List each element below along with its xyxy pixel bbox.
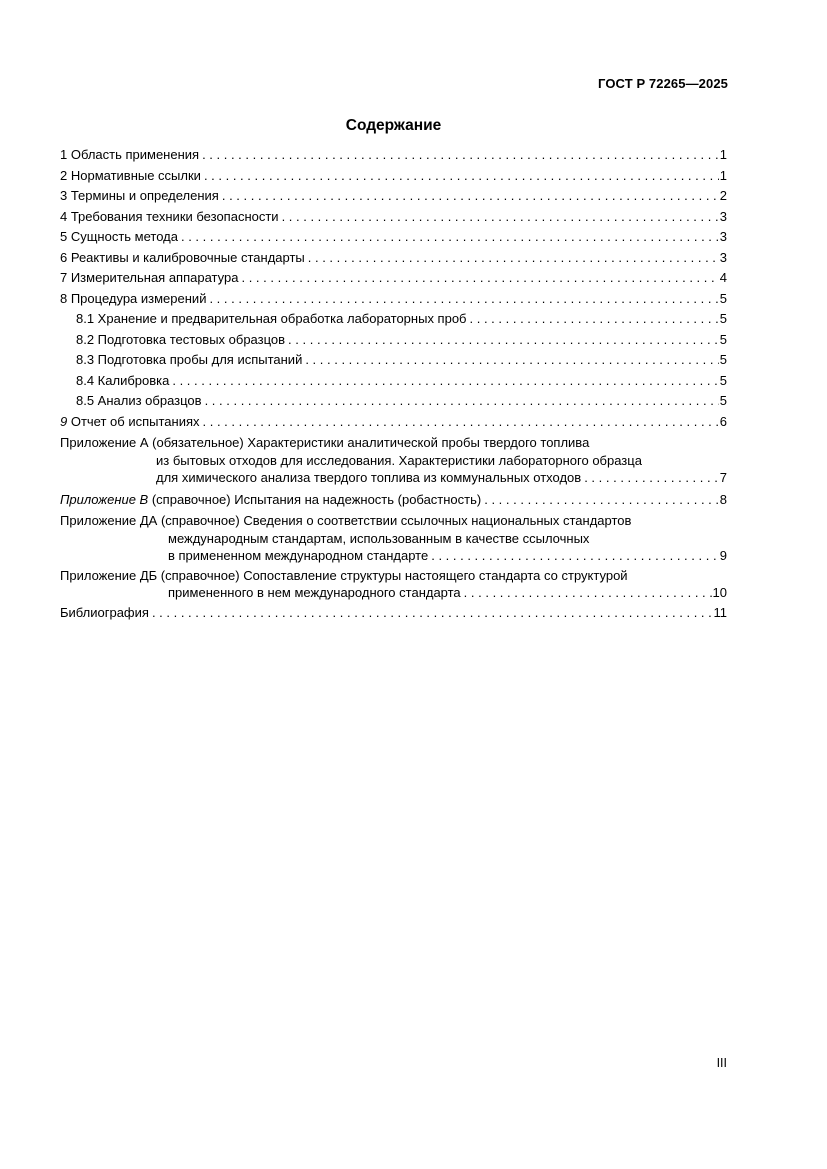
toc-entry[interactable] [60,207,727,228]
leader-dots [209,289,718,310]
leader-dots [205,391,719,412]
annex-a-line-2: из бытовых отходов для исследования. Характеристики лабораторного образца [156,452,642,468]
leader-dots [470,309,719,330]
leader-dots [202,145,719,166]
annex-db-line-2: примененного в нем международного стандарта [168,585,461,600]
toc-entry-text [60,412,200,433]
toc-entry-page: 5 [719,352,727,367]
toc-entry-text [60,490,481,511]
leader-dots [431,547,719,565]
table-of-contents [60,145,727,623]
toc-entry-page: 2 [719,188,727,203]
toc-annex-db[interactable] [60,567,727,602]
toc-entry-text: 1 Область применения [60,147,200,162]
toc-entry[interactable] [60,289,727,310]
annex-a-line-3: для химического анализа твердого топлива из коммунальных отходов [156,470,582,485]
toc-entry-page: 1 [719,167,727,183]
leader-dots [484,490,719,511]
leader-dots [308,248,719,269]
toc-entry-page: 5 [719,290,727,306]
toc-entry-text: 8.3 Подготовка пробы для испытаний [76,352,303,367]
toc-entry-page: 8 [719,491,727,507]
toc-entry-page: 6 [719,413,727,429]
leader-dots [172,371,718,392]
annex-da-line-1: Приложение ДА (справочное) Сведения о соответствии ссылочных национальных стандартов [60,513,632,528]
toc-entry[interactable] [60,145,727,166]
leader-dots [305,350,718,371]
toc-entry-text: 8 Процедура измерений [60,290,207,306]
toc-entry[interactable] [60,227,727,248]
toc-entry-page: 10 [712,585,727,600]
toc-entry-page: 7 [719,470,727,485]
page-number: III [716,1056,727,1070]
toc-entry[interactable] [60,412,727,433]
leader-dots [203,412,719,433]
toc-entry-page: 11 [713,604,727,620]
toc-entry-text: 4 Требования техники безопасности [60,208,279,224]
toc-entry-text: 8.4 Калибровка [76,372,170,388]
toc-entry-page: 3 [719,208,727,224]
leader-dots [288,330,719,351]
document-id: ГОСТ Р 72265—2025 [598,76,728,91]
toc-entry-page: 3 [719,249,727,265]
leader-dots [282,207,719,228]
leader-dots [464,584,712,602]
toc-entry-page: 9 [719,548,727,563]
toc-entry[interactable] [60,268,727,289]
toc-annex-b[interactable] [60,490,727,511]
toc-entry-page: 1 [719,147,727,162]
leader-dots [204,166,719,187]
leader-dots [584,469,719,487]
toc-entry[interactable] [60,166,727,187]
toc-subentry[interactable] [60,350,727,371]
toc-entry-text: Библиография [60,604,149,620]
leader-dots [241,268,718,289]
annex-da-line-2: международным стандартам, использованным в качестве ссылочных [168,530,590,546]
toc-entry-text: 3 Термины и определения [60,188,219,203]
toc-entry-text: 8.5 Анализ образцов [76,393,202,408]
toc-subentry[interactable] [60,330,727,351]
toc-entry-page: 3 [719,229,727,244]
annex-title: (справочное) Испытания на надежность (робастность) [148,491,482,507]
toc-entry-page: 5 [719,331,727,347]
annex-db-line-1: Приложение ДБ (справочное) Сопоставление структуры настоящего стандарта со структурой [60,567,628,583]
toc-subentry[interactable] [60,391,727,412]
toc-entry-text: 8.1 Хранение и предварительная обработка лабораторных проб [76,311,467,326]
section-number: 9 [60,413,68,429]
toc-entry-page: 5 [719,311,727,326]
leader-dots [181,227,719,248]
toc-subentry[interactable] [60,371,727,392]
toc-entry-page: 4 [719,270,727,285]
toc-annex-a[interactable] [60,434,727,487]
annex-da-line-3: в примененном международном стандарте [168,548,429,563]
leader-dots [152,603,713,624]
toc-entry-page: 5 [719,372,727,388]
toc-title: Содержание [345,117,442,134]
toc-subentry[interactable] [60,309,727,330]
toc-entry-page: 5 [719,393,727,408]
toc-entry[interactable] [60,186,727,207]
toc-annex-da[interactable] [60,512,727,565]
toc-entry-text: 2 Нормативные ссылки [60,167,201,183]
toc-entry-text: 5 Сущность метода [60,229,178,244]
toc-entry-text: 6 Реактивы и калибровочные стандарты [60,249,305,265]
annex-a-line-1: Приложение А (обязательное) Характеристики аналитической пробы твердого топлива [60,435,590,450]
section-title: Отчет об испытаниях [67,413,200,429]
toc-entry-text: 8.2 Подготовка тестовых образцов [76,331,286,347]
toc-entry-text: 7 Измерительная аппаратура [60,270,239,285]
toc-entry[interactable] [60,248,727,269]
toc-bibliography[interactable] [60,603,727,624]
leader-dots [222,186,719,207]
annex-label: Приложение В [60,491,149,507]
